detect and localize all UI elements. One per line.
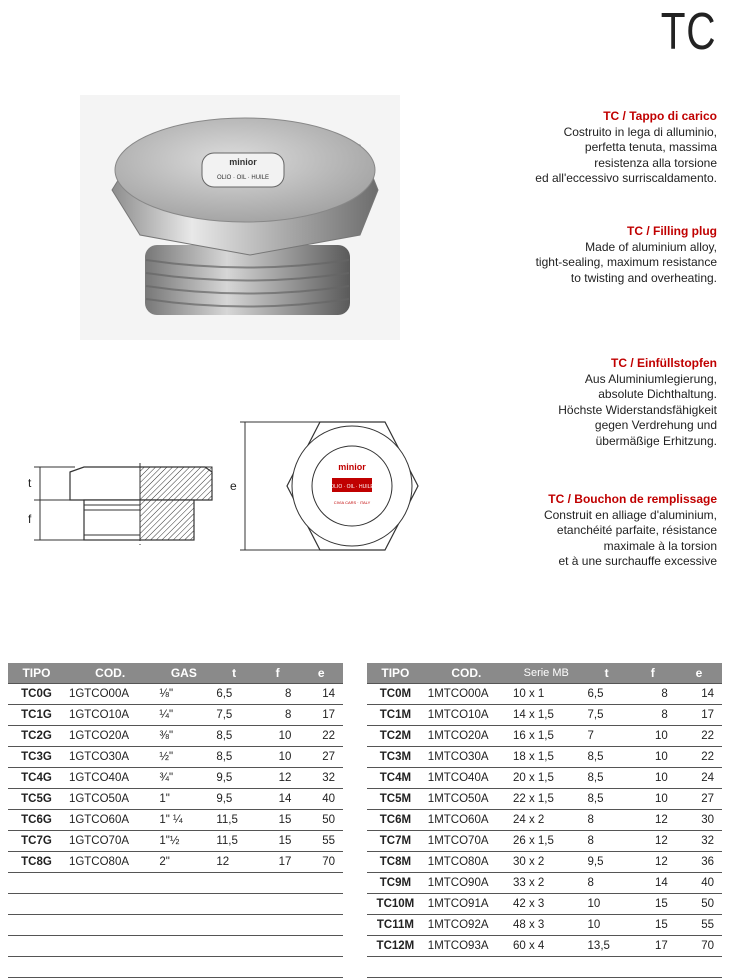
table-cell: 22 xyxy=(676,747,722,768)
description-line: tight-sealing, maximum resistance xyxy=(535,255,717,270)
table-cell: 1GTCO00A xyxy=(65,684,155,705)
table-cell: 32 xyxy=(676,831,722,852)
table-cell: 12 xyxy=(630,852,676,873)
table-cell: TC2M xyxy=(367,726,424,747)
table-cell: 8 xyxy=(256,684,300,705)
table-row xyxy=(367,936,722,957)
table-cell: 1MTCO92A xyxy=(424,915,509,936)
table-cell: 1MTCO93A xyxy=(424,936,509,957)
table-cell: 17 xyxy=(676,705,722,726)
table-row xyxy=(8,852,343,873)
table-cell: 17 xyxy=(630,936,676,957)
column-header: GAS xyxy=(155,663,212,684)
table-row xyxy=(8,894,343,915)
table-cell: 12 xyxy=(630,831,676,852)
table-cell: 8 xyxy=(630,705,676,726)
table-cell xyxy=(155,873,212,894)
table-cell: TC0M xyxy=(367,684,424,705)
table-cell: 1MTCO50A xyxy=(424,789,509,810)
table-row xyxy=(8,747,343,768)
description-de xyxy=(558,356,717,450)
photo-label: OLIO · OIL · HUILE xyxy=(216,175,270,181)
table-cell: 1MTCO80A xyxy=(424,852,509,873)
table-row xyxy=(8,768,343,789)
table-row xyxy=(8,705,343,726)
table-cell xyxy=(299,957,343,978)
description-line: maximale à la torsion xyxy=(603,538,717,553)
table-cell xyxy=(212,873,256,894)
table-cell: 13,5 xyxy=(584,936,630,957)
table-cell: ⅛" xyxy=(155,684,212,705)
table-cell: 33 x 2 xyxy=(509,873,584,894)
description-fr xyxy=(544,492,717,570)
photo-brand: minior xyxy=(229,157,257,167)
table-row xyxy=(367,852,722,873)
description-heading: TC / Filling plug xyxy=(627,224,717,238)
table-cell xyxy=(256,873,300,894)
table-cell: 8 xyxy=(256,705,300,726)
table-cell xyxy=(367,957,424,978)
table-cell: 10 xyxy=(584,915,630,936)
dimension-e: e xyxy=(230,479,237,493)
table-cell: ¼" xyxy=(155,705,212,726)
table-row xyxy=(8,810,343,831)
table-cell xyxy=(65,873,155,894)
table-row xyxy=(367,705,722,726)
table-row xyxy=(8,936,343,957)
table-cell: 70 xyxy=(299,852,343,873)
table-cell: 1MTCO91A xyxy=(424,894,509,915)
table-cell: 24 xyxy=(676,768,722,789)
table-cell: 1MTCO70A xyxy=(424,831,509,852)
table-cell: 1GTCO80A xyxy=(65,852,155,873)
table-cell: 8 xyxy=(630,684,676,705)
table-cell: 8,5 xyxy=(212,726,256,747)
table-cell: 20 x 1,5 xyxy=(509,768,584,789)
table-cell: TC10M xyxy=(367,894,424,915)
column-header: e xyxy=(676,663,722,684)
table-row xyxy=(367,915,722,936)
table-cell: 1" xyxy=(155,789,212,810)
table-cell xyxy=(8,894,65,915)
table-cell: TC5G xyxy=(8,789,65,810)
table-cell: 1" ¼ xyxy=(155,810,212,831)
dimension-t: t xyxy=(28,476,32,490)
description-line: Construit en alliage d'aluminium, xyxy=(543,507,717,522)
column-header: COD. xyxy=(424,663,509,684)
table-cell: 7 xyxy=(584,726,630,747)
table-cell xyxy=(212,957,256,978)
description-heading: TC / Bouchon de remplissage xyxy=(548,492,717,506)
table-cell xyxy=(256,915,300,936)
table-cell xyxy=(212,936,256,957)
table-row xyxy=(367,789,722,810)
description-line: et à une surchauffe excessive xyxy=(558,554,717,569)
table-row xyxy=(8,726,343,747)
table-cell: TC5M xyxy=(367,789,424,810)
table-cell: 32 xyxy=(299,768,343,789)
description-line: perfetta tenuta, massima xyxy=(584,140,717,155)
table-cell: 10 xyxy=(630,747,676,768)
table-cell: 17 xyxy=(299,705,343,726)
description-line: Costruito in lega di alluminio, xyxy=(563,124,717,139)
table-cell: TC3G xyxy=(8,747,65,768)
table-cell: 27 xyxy=(676,789,722,810)
table-cell: 10 xyxy=(630,768,676,789)
column-header: TIPO xyxy=(367,663,424,684)
description-heading: TC / Tappo di carico xyxy=(603,109,717,123)
description-en xyxy=(536,224,717,286)
table-cell: 30 x 2 xyxy=(509,852,584,873)
table-cell: 6,5 xyxy=(584,684,630,705)
table-cell xyxy=(299,894,343,915)
table-cell: TC6G xyxy=(8,810,65,831)
table-cell: 1GTCO50A xyxy=(65,789,155,810)
table-cell xyxy=(424,957,509,978)
table-cell: 14 x 1,5 xyxy=(509,705,584,726)
table-cell: 18 x 1,5 xyxy=(509,747,584,768)
table-cell: TC7G xyxy=(8,831,65,852)
table-cell: 36 xyxy=(676,852,722,873)
table-cell: 11,5 xyxy=(212,831,256,852)
description-line: absolute Dichthaltung. xyxy=(598,387,717,402)
table-cell: 12 xyxy=(256,768,300,789)
table-cell: 1GTCO10A xyxy=(65,705,155,726)
table-cell: ¾" xyxy=(155,768,212,789)
table-cell xyxy=(8,957,65,978)
description-line: resistenza alla torsione xyxy=(594,155,717,170)
table-cell: 48 x 3 xyxy=(509,915,584,936)
table-cell: 12 xyxy=(212,852,256,873)
table-cell: 40 xyxy=(299,789,343,810)
table-cell: 1"½ xyxy=(155,831,212,852)
table-cell: 15 xyxy=(256,810,300,831)
table-row xyxy=(8,957,343,978)
table-row xyxy=(8,831,343,852)
table-cell: 1GTCO40A xyxy=(65,768,155,789)
description-line: Höchste Widerstandsfähigkeit xyxy=(558,402,717,417)
table-cell: 26 x 1,5 xyxy=(509,831,584,852)
table-cell: 8 xyxy=(584,873,630,894)
description-line: gegen Verdrehung und xyxy=(594,418,717,433)
table-cell xyxy=(584,957,630,978)
table-cell xyxy=(65,957,155,978)
table-cell xyxy=(65,894,155,915)
table-cell xyxy=(299,936,343,957)
table-cell: TC9M xyxy=(367,873,424,894)
table-cell: 8 xyxy=(584,810,630,831)
table-cell: TC6M xyxy=(367,810,424,831)
description-line: übermäßige Erhitzung. xyxy=(595,433,717,448)
table-cell: 50 xyxy=(676,894,722,915)
drawing-label: OLIO · OIL · HUILE xyxy=(330,484,374,490)
table-row xyxy=(367,684,722,705)
table-cell xyxy=(212,915,256,936)
table-cell: 15 xyxy=(630,894,676,915)
table-cell xyxy=(676,957,722,978)
table-cell: 22 xyxy=(676,726,722,747)
table-cell xyxy=(256,936,300,957)
table-cell: 14 xyxy=(630,873,676,894)
column-header: f xyxy=(256,663,300,684)
table-row xyxy=(367,810,722,831)
table-cell: 27 xyxy=(299,747,343,768)
table-row xyxy=(8,789,343,810)
table-cell: 55 xyxy=(676,915,722,936)
table-cell: 14 xyxy=(676,684,722,705)
table-cell: 1MTCO60A xyxy=(424,810,509,831)
description-heading: TC / Einfüllstopfen xyxy=(611,356,717,370)
drawing-brand: minior xyxy=(338,462,366,472)
table-cell: 15 xyxy=(256,831,300,852)
table-cell: 30 xyxy=(676,810,722,831)
description-line: Aus Aluminiumlegierung, xyxy=(584,371,717,386)
table-row xyxy=(8,873,343,894)
table-gas xyxy=(8,663,343,978)
table-cell: 11,5 xyxy=(212,810,256,831)
table-cell: TC8M xyxy=(367,852,424,873)
table-cell xyxy=(155,936,212,957)
table-cell: 1MTCO00A xyxy=(424,684,509,705)
table-cell: TC0G xyxy=(8,684,65,705)
table-cell: TC8G xyxy=(8,852,65,873)
description-line: Made of aluminium alloy, xyxy=(585,239,717,254)
table-cell: 1MTCO90A xyxy=(424,873,509,894)
table-cell: 1MTCO20A xyxy=(424,726,509,747)
table-cell: 55 xyxy=(299,831,343,852)
table-cell: TC3M xyxy=(367,747,424,768)
table-cell: 10 xyxy=(256,726,300,747)
table-cell xyxy=(256,957,300,978)
table-cell xyxy=(155,894,212,915)
column-header: Serie MB xyxy=(509,663,584,684)
column-header: f xyxy=(630,663,676,684)
table-cell: 9,5 xyxy=(584,852,630,873)
table-cell: ⅜" xyxy=(155,726,212,747)
column-header: e xyxy=(299,663,343,684)
description-line: ed all'eccessivo surriscaldamento. xyxy=(535,171,717,186)
table-cell: 9,5 xyxy=(212,789,256,810)
table-cell xyxy=(630,957,676,978)
drawing-sub: CIVIA CARS · ITALY xyxy=(333,500,371,505)
table-cell: 60 x 4 xyxy=(509,936,584,957)
table-cell: 1GTCO60A xyxy=(65,810,155,831)
table-cell: 42 x 3 xyxy=(509,894,584,915)
table-cell: 7,5 xyxy=(212,705,256,726)
table-row xyxy=(8,684,343,705)
table-cell xyxy=(8,873,65,894)
table-row xyxy=(367,831,722,852)
table-cell: 70 xyxy=(676,936,722,957)
table-cell: TC1M xyxy=(367,705,424,726)
table-cell xyxy=(155,915,212,936)
table-cell: 24 x 2 xyxy=(509,810,584,831)
description-it xyxy=(535,109,717,187)
table-cell: 1GTCO70A xyxy=(65,831,155,852)
table-cell xyxy=(8,936,65,957)
table-cell: 14 xyxy=(299,684,343,705)
table-cell xyxy=(299,873,343,894)
table-cell: 8,5 xyxy=(584,789,630,810)
table-cell: 15 xyxy=(630,915,676,936)
table-row xyxy=(367,726,722,747)
table-row xyxy=(367,768,722,789)
table-cell xyxy=(65,915,155,936)
table-cell xyxy=(256,894,300,915)
table-cell: TC4M xyxy=(367,768,424,789)
table-cell: ½" xyxy=(155,747,212,768)
table-cell: 8 xyxy=(584,831,630,852)
table-cell: TC4G xyxy=(8,768,65,789)
table-row xyxy=(367,957,722,978)
table-cell: TC2G xyxy=(8,726,65,747)
table-cell: 12 xyxy=(630,810,676,831)
table-cell: 6,5 xyxy=(212,684,256,705)
table-cell: 40 xyxy=(676,873,722,894)
table-cell: 8,5 xyxy=(212,747,256,768)
table-cell xyxy=(212,894,256,915)
table-row xyxy=(367,873,722,894)
table-cell: 9,5 xyxy=(212,768,256,789)
table-cell xyxy=(299,915,343,936)
table-cell: 10 xyxy=(256,747,300,768)
table-cell: 8,5 xyxy=(584,768,630,789)
table-cell: 1MTCO30A xyxy=(424,747,509,768)
table-cell: 22 xyxy=(299,726,343,747)
table-row xyxy=(8,915,343,936)
table-cell: TC11M xyxy=(367,915,424,936)
table-cell: 50 xyxy=(299,810,343,831)
product-photo xyxy=(80,95,400,340)
table-cell: 10 x 1 xyxy=(509,684,584,705)
description-line: etanchéité parfaite, résistance xyxy=(556,523,717,538)
table-row xyxy=(367,747,722,768)
table-cell: 2" xyxy=(155,852,212,873)
table-cell xyxy=(155,957,212,978)
description-line: to twisting and overheating. xyxy=(570,270,717,285)
table-cell: 1MTCO10A xyxy=(424,705,509,726)
column-header: t xyxy=(584,663,630,684)
table-cell: 7,5 xyxy=(584,705,630,726)
table-cell: 16 x 1,5 xyxy=(509,726,584,747)
table-cell xyxy=(65,936,155,957)
column-header: t xyxy=(212,663,256,684)
table-row xyxy=(367,894,722,915)
dimension-f: f xyxy=(28,512,32,526)
table-cell: TC7M xyxy=(367,831,424,852)
table-cell: TC12M xyxy=(367,936,424,957)
column-header: COD. xyxy=(65,663,155,684)
technical-drawing xyxy=(20,410,470,560)
table-cell xyxy=(509,957,584,978)
table-cell: 1MTCO40A xyxy=(424,768,509,789)
table-mb xyxy=(367,663,722,978)
table-cell xyxy=(8,915,65,936)
table-cell: 10 xyxy=(630,789,676,810)
table-cell: 1GTCO20A xyxy=(65,726,155,747)
table-cell: 22 x 1,5 xyxy=(509,789,584,810)
table-cell: 14 xyxy=(256,789,300,810)
table-cell: 10 xyxy=(584,894,630,915)
table-cell: 1GTCO30A xyxy=(65,747,155,768)
table-cell: TC1G xyxy=(8,705,65,726)
table-cell: 17 xyxy=(256,852,300,873)
table-cell: 10 xyxy=(630,726,676,747)
table-cell: 8,5 xyxy=(584,747,630,768)
column-header: TIPO xyxy=(8,663,65,684)
product-code: TC xyxy=(660,3,716,61)
